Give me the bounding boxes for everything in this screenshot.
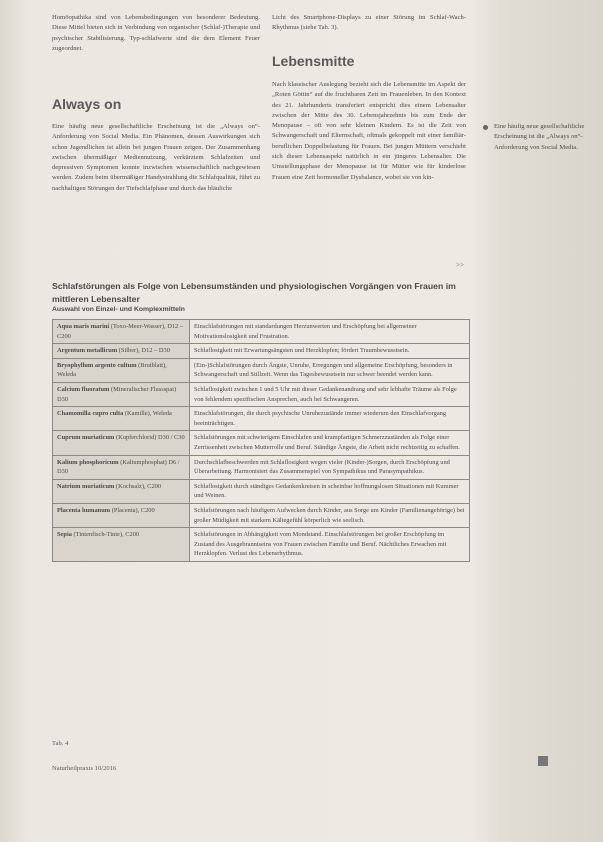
remedy-name: Bryophyllum argento cultum [57,361,137,369]
remedy-description: Einschlafstörungen mit standardungen Herzunwerten und Erschöpfung bei allgemeiner Motivationslosigkeit und Frustration. [190,320,470,344]
continue-mark: >> [456,261,464,269]
table-row [53,320,470,344]
table-label: Tab. 4 [52,740,69,747]
remedy-detail: (Placenta), C200 [111,506,155,514]
remedy-name: Calcium fluoratum [57,385,110,393]
remedy-name: Aqua maris marini [57,323,110,330]
remedy-name: Placenta humanum [57,506,111,514]
page-marker-square [538,756,548,766]
remedy-name-cell [53,503,190,527]
left-column [52,13,260,54]
remedy-name: Sepia [57,531,72,539]
remedy-detail: (Kupferchlorid) D30 / C30 [115,434,185,442]
table-row [53,382,470,406]
table-row [53,344,470,359]
remedy-description: Durchschlafbeschwerden mit Schlaflosigkeit wegen vieler (Kinder-)Sorgen, durch Erschöpfung und Überarbeitung. Harmonisiert das Zusammenspiel von Sympathikus und Parasympathikus. [190,455,470,479]
remedy-name-cell [53,344,190,359]
remedy-name-cell [53,382,190,406]
table-row [53,431,470,455]
remedy-detail: (Brutblatt), Weleda [57,361,167,379]
remedy-description: Einschlafstörungen, die durch psychische Unruhezustände immer wiederum den Einschlafvorgang beeinträchtigen. [190,407,470,431]
remedy-name: Chamomilla cupro culta [57,410,124,418]
remedy-name-cell [53,431,190,455]
table-row [53,503,470,527]
remedy-description: Schlaflosigkeit mit Erwartungsängsten und Herzklopfen; fördert Traumbewusstsein. [190,344,470,359]
remedy-description: Schlaflosigkeit durch ständiges Gedankenkreisen in scheinbar hoffnungslosen Situationen mit Kummer und Weinen. [190,479,470,503]
table-row [53,407,470,431]
remedy-name-cell [53,320,190,344]
remedy-detail: (Kaliumphosphat) D6 / D30 [57,458,180,476]
remedy-name: Natrium muriaticum [57,482,115,490]
remedy-detail: (Kamille), Weleda [124,410,172,418]
remedy-description: Schlafstörungen mit schwierigem Einschlafen und krampfartigen Schmerzzuständen als Folge einer Zerrissenheit zwischen Mutterrolle und Beruf. Ständige Ängste, die Arbeit nicht rechtzeitig zu schaffen. [190,431,470,455]
left-column-body [52,122,260,194]
footer-publication: Naturheilpraxis 10/2016 [52,765,117,772]
margin-note: Eine häufig neue gesellschaftliche Erscheinung ist die „Always on“-Anforderung von Social Media. [494,123,585,151]
right-body-text: Nach klassischer Auslegung bezieht sich die Lebensmitte im Aspekt der „Roten Göttin“ auf die fruchtbaren Zeit im Frauenleben. In den Kontext des 21. Jahrhunderts transferiert entspricht dies einem Lebensalter zwischen der Mitte des 30. Lebensjahrzehnts bis zum Ende der Menopause – oft von sehr kleinen Kindern. Es ist die Zeit von Schwangerschaft und Elternschaft, oftmals gekoppelt mit einer familiär-beruflichen Doppelbelastung für Frauen. Bei jungen Müttern verschiebt sich dieser Lebensaspekt natürlich in ein jüngeres Lebensalter. Die Umstellungsphase der Menopause ist für Mütter wie für kinderlose Frauen eine Zeit hormoneller Dysbalance, wobei sie von kin- [272,81,466,181]
right-column [272,13,466,34]
table-title: Schlafstörungen als Folge von Lebensumständen und physiologischen Vorgängen von Frauen im mittleren Lebensalter [52,281,456,304]
remedy-name-cell [53,407,190,431]
remedy-description: Schlaflosigkeit zwischen 1 und 5 Uhr mit dieser Gedankenandrang und sehr lebhafte Träume als Folge von fehlendem spezifischen Ansprechen, auch bei Schwangeren. [190,382,470,406]
remedy-description: Schlafstörungen nach häufigem Aufwecken durch Kinder, aus Sorge um Kinder (Familienangehörige) bei großer Müdigkeit mit starkem Kältegefühl körperlich wie seelisch. [190,503,470,527]
remedy-name-cell [53,528,190,562]
section-heading-lebensmitte: Lebensmitte [272,53,355,69]
remedy-description: (Ein-)Schlafstörungen durch Ängste, Unruhe, Erregungen und allgemeine Erschöpfung, besonders in Schwangerschaft und Stillzeit. Wenn das Tagesbewusstsein nur schwer beendet werden kann. [190,358,470,382]
remedy-detail: (Kochsalz), C200 [115,482,162,490]
remedies-table-body [53,320,470,562]
remedy-name-cell [53,455,190,479]
right-intro-text: Licht des Smartphone-Displays zu einer Störung im Schlaf-Wach-Rhythmus (siehe Tab. 3). [272,14,466,32]
table-row [53,358,470,382]
table-row [53,528,470,562]
margin-bullet-icon [483,125,488,130]
left-intro-text: Homöopathika sind von Lebensbedingungen von besonderer Bedeutung. Diese Mittel bieten sich in Verbindung von organischer (Schlaf-)Therapie und psychischer Stabilisierung. Typ-schlafwerte sind die dem Element Feuer zugeordnet. [52,14,260,52]
left-body-text: Eine häufig neue gesellschaftliche Erscheinung ist die „Always on“-Anforderung von Social Media. Ein Phänomen, dessen Auswirkungen sich schon Jugendlichen ist allein bei jungen Frauen zeigen. Der Zusammenhang zwischen übermäßiger Mediennutzung, verkürztem Schlafzeiten und depressiven Symptomen konnte inzwischen wissenschaftlich nachgewiesen werden. Zudem beim übermäßiger Handystrahlung die Schlafqualität, führt zu nachhaltigen Störungen der Tiefschlafphase und durch das bläuliche [52,123,260,192]
remedies-table [52,319,470,562]
remedy-detail: (Tintenfisch-Tinte), C200 [73,531,140,539]
table-row [53,479,470,503]
section-heading-always-on: Always on [52,96,122,112]
table-subtitle: Auswahl von Einzel- und Komplexmitteln [52,306,185,313]
remedy-name: Kalium phosphoricum [57,458,119,466]
remedy-name: Cuprum muriaticum [57,434,115,442]
table-row [53,455,470,479]
remedy-detail: (Silber), D12 – D30 [118,347,170,355]
remedy-name-cell [53,358,190,382]
remedy-detail: (Toxo-Meer-Wasser), D12 – C200 [57,323,184,340]
remedy-name: Argentum metallicum [57,347,118,355]
remedy-description: Schlafstörungen in Abhängigkeit vom Mondstand. Einschlafstörungen bei großer Erschöpfung im Zustand des Ausgebranntseins von Frauen zwischen Familie und Beruf. Nächtliches Erwachen mit Herzklopfen. Verlust des Lebensrhythmus. [190,528,470,562]
remedy-detail: (Mineralischer Flussspat) D30 [57,385,177,403]
remedy-name-cell [53,479,190,503]
right-column-body [272,80,466,183]
